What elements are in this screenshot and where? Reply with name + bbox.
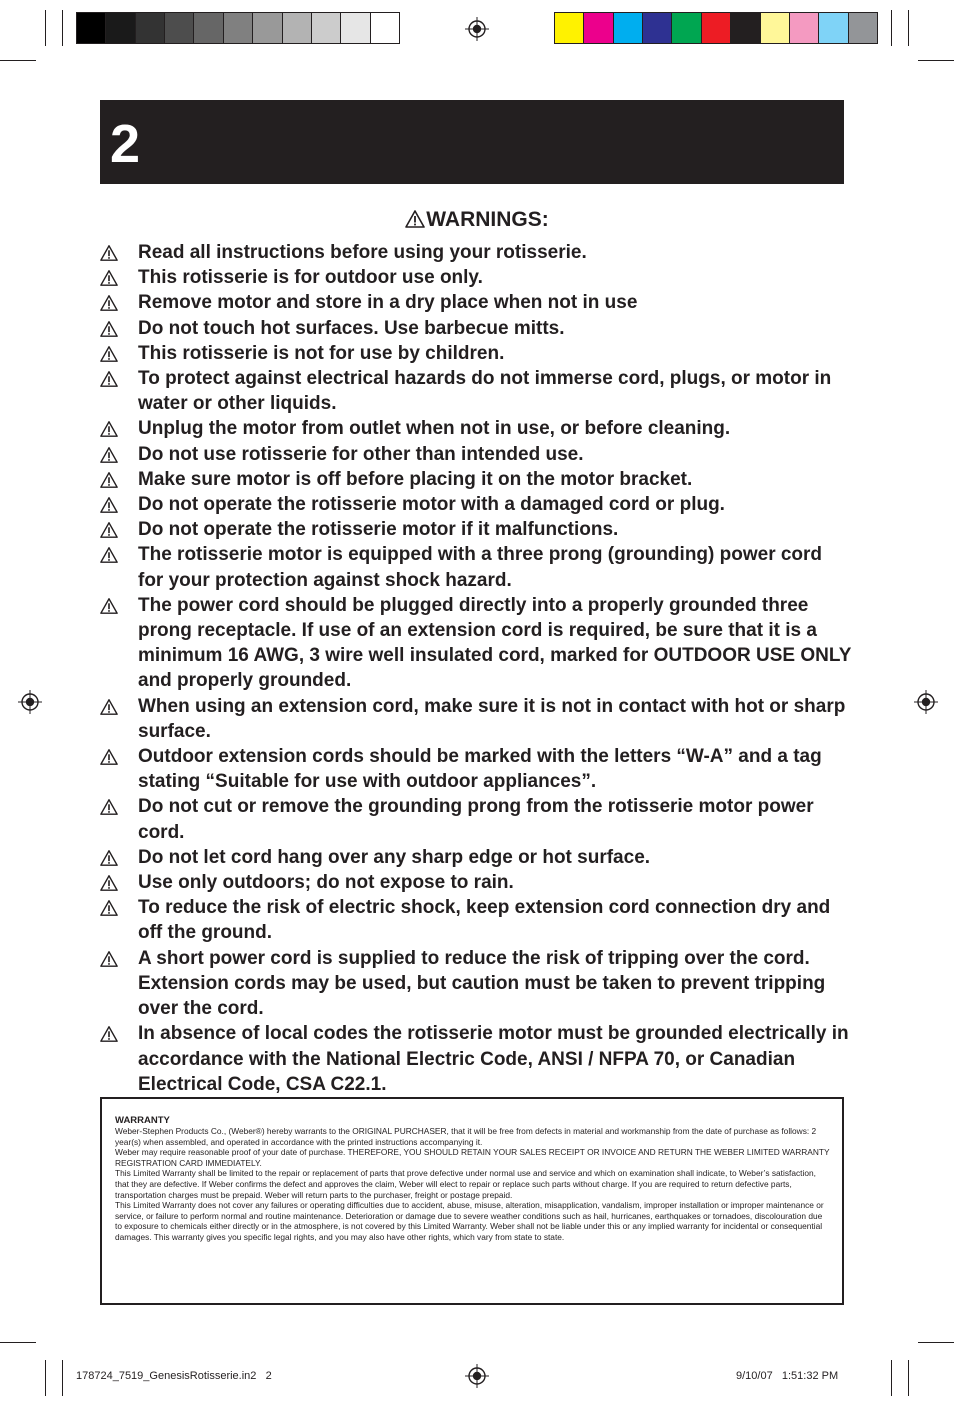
- warning-text: Make sure motor is off before placing it on the motor bracket.: [138, 468, 693, 490]
- warning-triangle-icon: [100, 370, 118, 388]
- color-swatch: [731, 13, 760, 43]
- registration-mark-icon: [914, 690, 938, 714]
- warning-item: [100, 316, 852, 341]
- color-swatch: [819, 13, 848, 43]
- slug-filename: 178724_7519_GenesisRotisserie.in2 2: [76, 1370, 272, 1382]
- warnings-title: WARNINGS:: [426, 208, 549, 231]
- color-swatch: [702, 13, 731, 43]
- color-swatch: [253, 13, 282, 43]
- warning-text: This rotisserie is for outdoor use only.: [138, 267, 483, 289]
- warning-item: [100, 341, 852, 366]
- color-swatch: [165, 13, 194, 43]
- color-swatch: [584, 13, 613, 43]
- warning-item: [100, 593, 852, 694]
- registration-mark-icon: [18, 690, 42, 714]
- color-swatch: [790, 13, 819, 43]
- warning-text: To protect against electrical hazards do not immerse cord, plugs, or motor in water or other liquids.: [138, 368, 832, 415]
- warning-text: Unplug the motor from outlet when not in use, or before cleaning.: [138, 418, 731, 440]
- warning-triangle-icon: [100, 244, 118, 262]
- slug-timestamp: 9/10/07 1:51:32 PM: [736, 1370, 839, 1382]
- warning-triangle-icon: [405, 209, 425, 229]
- color-swatch: [761, 13, 790, 43]
- page-header-band: [100, 100, 844, 184]
- warning-item: [100, 492, 852, 517]
- warranty-paragraph: Weber may require reasonable proof of your date of purchase. THEREFORE, YOU SHOULD RETAIN YOUR SALES RECEIPT OR INVOICE AND RETURN THE WEBER LIMITED WARRANTY REGISTRATION CARD IMMEDIATELY.: [115, 1147, 830, 1168]
- crop-mark: [45, 1360, 46, 1396]
- warning-triangle-icon: [100, 420, 118, 438]
- color-swatch: [371, 13, 399, 43]
- warning-text: Do not let cord hang over any sharp edge or hot surface.: [138, 846, 651, 868]
- color-swatch: [849, 13, 877, 43]
- warning-text: Do not operate the rotisserie motor if it malfunctions.: [138, 519, 619, 541]
- warning-text: The rotisserie motor is equipped with a three prong (grounding) power cord for your protection against shock hazard.: [138, 544, 823, 591]
- warning-item: [100, 366, 852, 416]
- warning-triangle-icon: [100, 345, 118, 363]
- color-swatch: [614, 13, 643, 43]
- warning-item: [100, 442, 852, 467]
- crop-mark: [918, 60, 954, 61]
- warranty-paragraph: Weber-Stephen Products Co., (Weber®) hereby warrants to the ORIGINAL PURCHASER, that it will be free from defects in material and workmanship from the date of purchase as follows: 2 year(s) when assembled, and operated in accordance with the printed instructions accompanying it.: [115, 1126, 817, 1147]
- warning-item: [100, 744, 852, 794]
- color-swatch: [312, 13, 341, 43]
- warning-text: Do not use rotisserie for other than intended use.: [138, 443, 584, 465]
- warning-item: [100, 946, 852, 1022]
- warning-triangle-icon: [100, 597, 118, 615]
- page-number: 2: [110, 114, 141, 174]
- warranty-box: [100, 1097, 844, 1305]
- warning-triangle-icon: [100, 269, 118, 287]
- registration-mark-icon: [465, 17, 489, 41]
- warning-triangle-icon: [100, 294, 118, 312]
- color-swatch: [77, 13, 106, 43]
- warranty-title: WARRANTY: [115, 1115, 170, 1126]
- warnings-heading: [0, 206, 954, 234]
- warning-text: To reduce the risk of electric shock, keep extension cord connection dry and off the ground.: [138, 897, 831, 944]
- crop-mark: [891, 10, 892, 46]
- color-swatch: [106, 13, 135, 43]
- warning-text: Remove motor and store in a dry place when not in use: [138, 292, 638, 314]
- warning-text: Do not cut or remove the grounding prong from the rotisserie motor power cord.: [138, 796, 814, 843]
- warning-triangle-icon: [100, 496, 118, 514]
- warning-triangle-icon: [100, 849, 118, 867]
- color-swatch: [555, 13, 584, 43]
- warning-text: The power cord should be plugged directly into a properly grounded three prong receptacle. If use of an extension cord is required, be sure that it is a minimum 16 AWG, 3 wire well insulated cord, marked for OUTDOOR USE ONLY and properly grounded.: [138, 594, 852, 692]
- warning-item: [100, 694, 852, 744]
- warranty-paragraph: This Limited Warranty does not cover any failures or operating difficulties due to accident, abuse, misuse, alteration, misapplication, vandalism, improper installation or improper maintenance or service, or failure to perform normal and routine maintenance. Deterioration or damage due to severe weather conditions such as hail, hurricanes, earthquakes or tornadoes, discolouration due to exposure to chemicals either directly or in the atmosphere, is not covered by this Limited Warranty. Weber shall not be liable under this or any implied warranty for incidental or consequential damages. This warranty gives you specific legal rights, and you may also have other rights, which vary from state to state.: [115, 1200, 824, 1242]
- grayscale-bar: [76, 12, 400, 44]
- warning-item: [100, 870, 852, 895]
- warning-triangle-icon: [100, 698, 118, 716]
- warning-item: [100, 416, 852, 441]
- warning-text: This rotisserie is not for use by children.: [138, 342, 505, 364]
- warning-text: Read all instructions before using your rotisserie.: [138, 242, 587, 263]
- warning-item: [100, 467, 852, 492]
- warning-text: A short power cord is supplied to reduce the risk of tripping over the cord. Extension cords may be used, but caution must be taken to prevent tripping over the cord.: [138, 947, 826, 1020]
- warning-triangle-icon: [100, 546, 118, 564]
- crop-mark: [0, 1342, 36, 1343]
- warning-triangle-icon: [100, 320, 118, 338]
- registration-mark-icon: [465, 1364, 489, 1388]
- crop-mark: [62, 1360, 63, 1396]
- warning-text: When using an extension cord, make sure it is not in contact with hot or sharp surface.: [138, 695, 846, 742]
- warning-item: [100, 517, 852, 542]
- crop-mark: [62, 10, 63, 46]
- warning-triangle-icon: [100, 874, 118, 892]
- warning-item: [100, 290, 852, 315]
- warnings-list: [100, 240, 852, 1097]
- warning-triangle-icon: [100, 1025, 118, 1043]
- crop-mark: [0, 60, 36, 61]
- color-swatch: [643, 13, 672, 43]
- warning-item: [100, 1021, 852, 1097]
- warning-item: [100, 240, 852, 265]
- color-swatch: [194, 13, 223, 43]
- warning-triangle-icon: [100, 899, 118, 917]
- warning-triangle-icon: [100, 748, 118, 766]
- crop-mark: [908, 1360, 909, 1396]
- warning-triangle-icon: [100, 798, 118, 816]
- warning-item: [100, 794, 852, 844]
- color-swatch: [283, 13, 312, 43]
- warning-text: Do not operate the rotisserie motor with a damaged cord or plug.: [138, 494, 725, 516]
- warning-triangle-icon: [100, 446, 118, 464]
- color-swatch: [672, 13, 701, 43]
- warning-item: [100, 895, 852, 945]
- process-color-bar: [554, 12, 878, 44]
- warning-item: [100, 542, 852, 592]
- warranty-paragraph: This Limited Warranty shall be limited to the repair or replacement of parts that prove defective under normal use and service and which on examination shall indicate, to Weber’s satisfaction, that they are defective. If Weber confirms the defect and approves the claim, Weber will elect to repair or replace such parts without charge. If you are required to return defective parts, transportation charges must be prepaid. Weber will return parts to the purchaser, freight or postage prepaid.: [115, 1168, 816, 1200]
- crop-mark: [891, 1360, 892, 1396]
- warning-text: In absence of local codes the rotisserie motor must be grounded electrically in accordance with the National Electric Code, ANSI / NFPA 70, or Canadian Electrical Code, CSA C22.1.: [138, 1023, 849, 1095]
- warning-text: Do not touch hot surfaces. Use barbecue mitts.: [138, 317, 565, 339]
- crop-mark: [908, 10, 909, 46]
- warning-triangle-icon: [100, 950, 118, 968]
- color-swatch: [136, 13, 165, 43]
- warning-item: [100, 845, 852, 870]
- crop-mark: [918, 1342, 954, 1343]
- warning-item: [100, 265, 852, 290]
- warning-text: Outdoor extension cords should be marked with the letters “W-A” and a tag stating “Suitable for use with outdoor appliances”.: [138, 746, 822, 793]
- crop-mark: [45, 10, 46, 46]
- warning-triangle-icon: [100, 521, 118, 539]
- warning-triangle-icon: [100, 471, 118, 489]
- color-swatch: [341, 13, 370, 43]
- warning-text: Use only outdoors; do not expose to rain.: [138, 872, 514, 894]
- color-swatch: [224, 13, 253, 43]
